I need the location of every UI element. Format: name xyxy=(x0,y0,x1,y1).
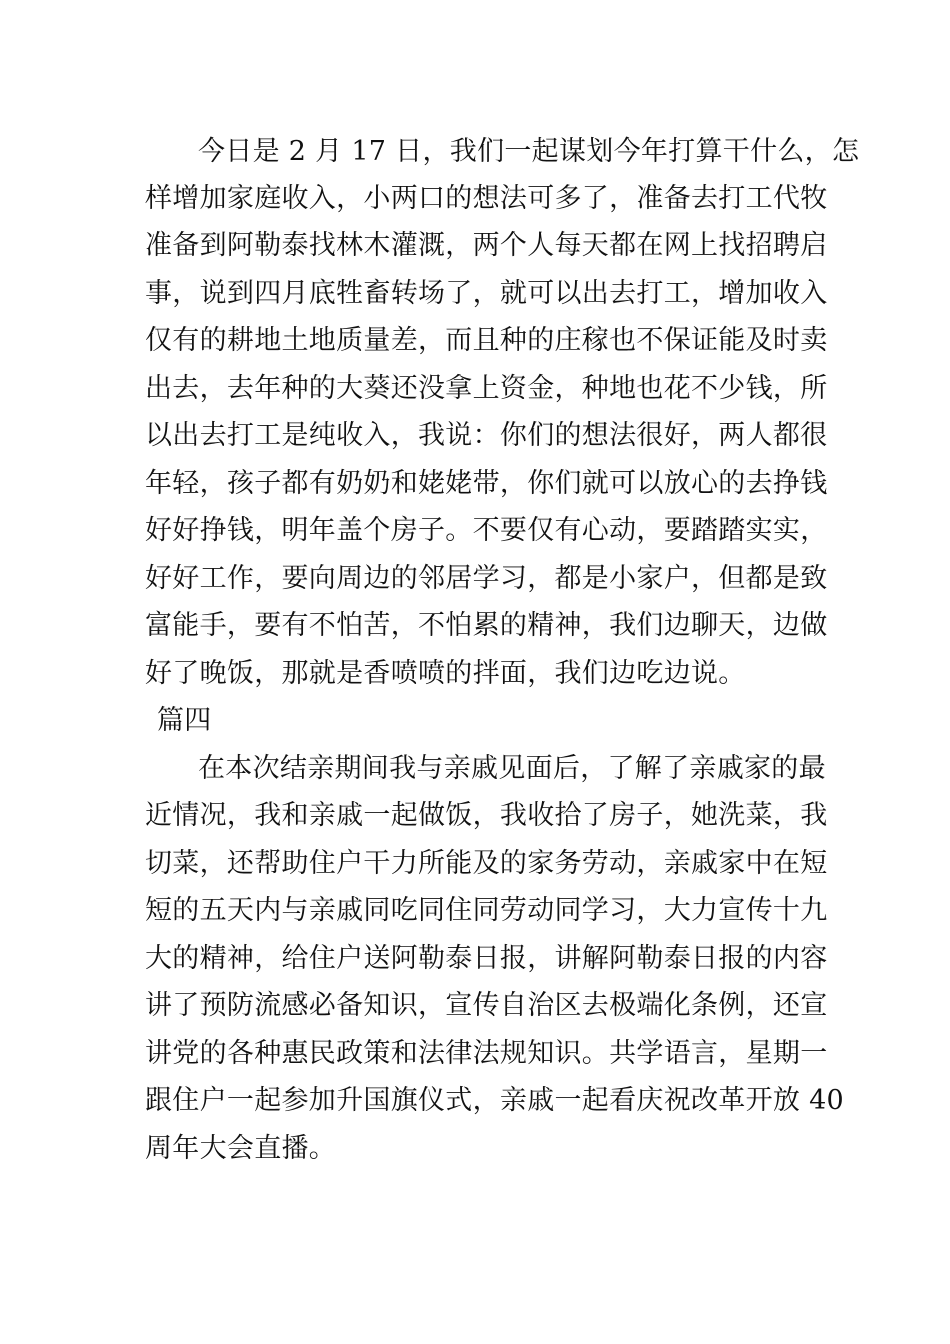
paragraph-2-line-3: 切菜，还帮助住户干力所能及的家务劳动，亲戚家中在短 xyxy=(145,848,828,879)
paragraph-2-line-7: 讲党的各种惠民政策和法律法规知识。共学语言，星期一 xyxy=(145,1038,828,1069)
paragraph-2-line-4: 短的五天内与亲戚同吃同住同劳动同学习，大力宣传十九 xyxy=(145,895,828,926)
paragraph-2-line-2: 近情况，我和亲戚一起做饭，我收拾了房子，她洗菜，我 xyxy=(145,800,828,831)
paragraph-1-line-1: 今日是 2 月 17 日，我们一起谋划今年打算干什么，怎 xyxy=(198,136,860,167)
paragraph-1-line-8: 年轻，孩子都有奶奶和姥姥带，你们就可以放心的去挣钱 xyxy=(145,468,828,499)
paragraph-1-line-10: 好好工作，要向周边的邻居学习，都是小家户，但都是致 xyxy=(145,563,828,594)
paragraph-2-line-9: 周年大会直播。 xyxy=(145,1133,337,1164)
paragraph-2-line-1: 在本次结亲期间我与亲戚见面后，了解了亲戚家的最 xyxy=(198,753,826,784)
paragraph-1-line-11: 富能手，要有不怕苦，不怕累的精神，我们边聊天，边做 xyxy=(145,610,828,641)
paragraph-1-line-4: 事，说到四月底牲畜转场了，就可以出去打工，增加收入 xyxy=(145,278,828,309)
paragraph-1-line-9: 好好挣钱，明年盖个房子。不要仅有心动，要踏踏实实， xyxy=(145,515,828,546)
paragraph-1-line-7: 以出去打工是纯收入，我说：你们的想法很好，两人都很 xyxy=(145,420,828,451)
section-heading: 篇四 xyxy=(157,705,212,736)
paragraph-1-line-6: 出去，去年种的大葵还没拿上资金，种地也花不少钱，所 xyxy=(145,373,828,404)
paragraph-2-line-5: 大的精神，给住户送阿勒泰日报，讲解阿勒泰日报的内容 xyxy=(145,943,828,974)
paragraph-1-line-3: 准备到阿勒泰找林木灌溉，两个人每天都在网上找招聘启 xyxy=(145,230,828,261)
paragraph-1-line-12: 好了晚饭，那就是香喷喷的拌面，我们边吃边说。 xyxy=(145,658,746,689)
paragraph-1-line-2: 样增加家庭收入，小两口的想法可多了，准备去打工代牧 xyxy=(145,183,828,214)
paragraph-2-line-8: 跟住户一起参加升国旗仪式，亲戚一起看庆祝改革开放 40 xyxy=(145,1085,845,1116)
paragraph-1-line-5: 仅有的耕地土地质量差，而且种的庄稼也不保证能及时卖 xyxy=(145,325,828,356)
paragraph-2-line-6: 讲了预防流感必备知识，宣传自治区去极端化条例，还宣 xyxy=(145,990,828,1021)
